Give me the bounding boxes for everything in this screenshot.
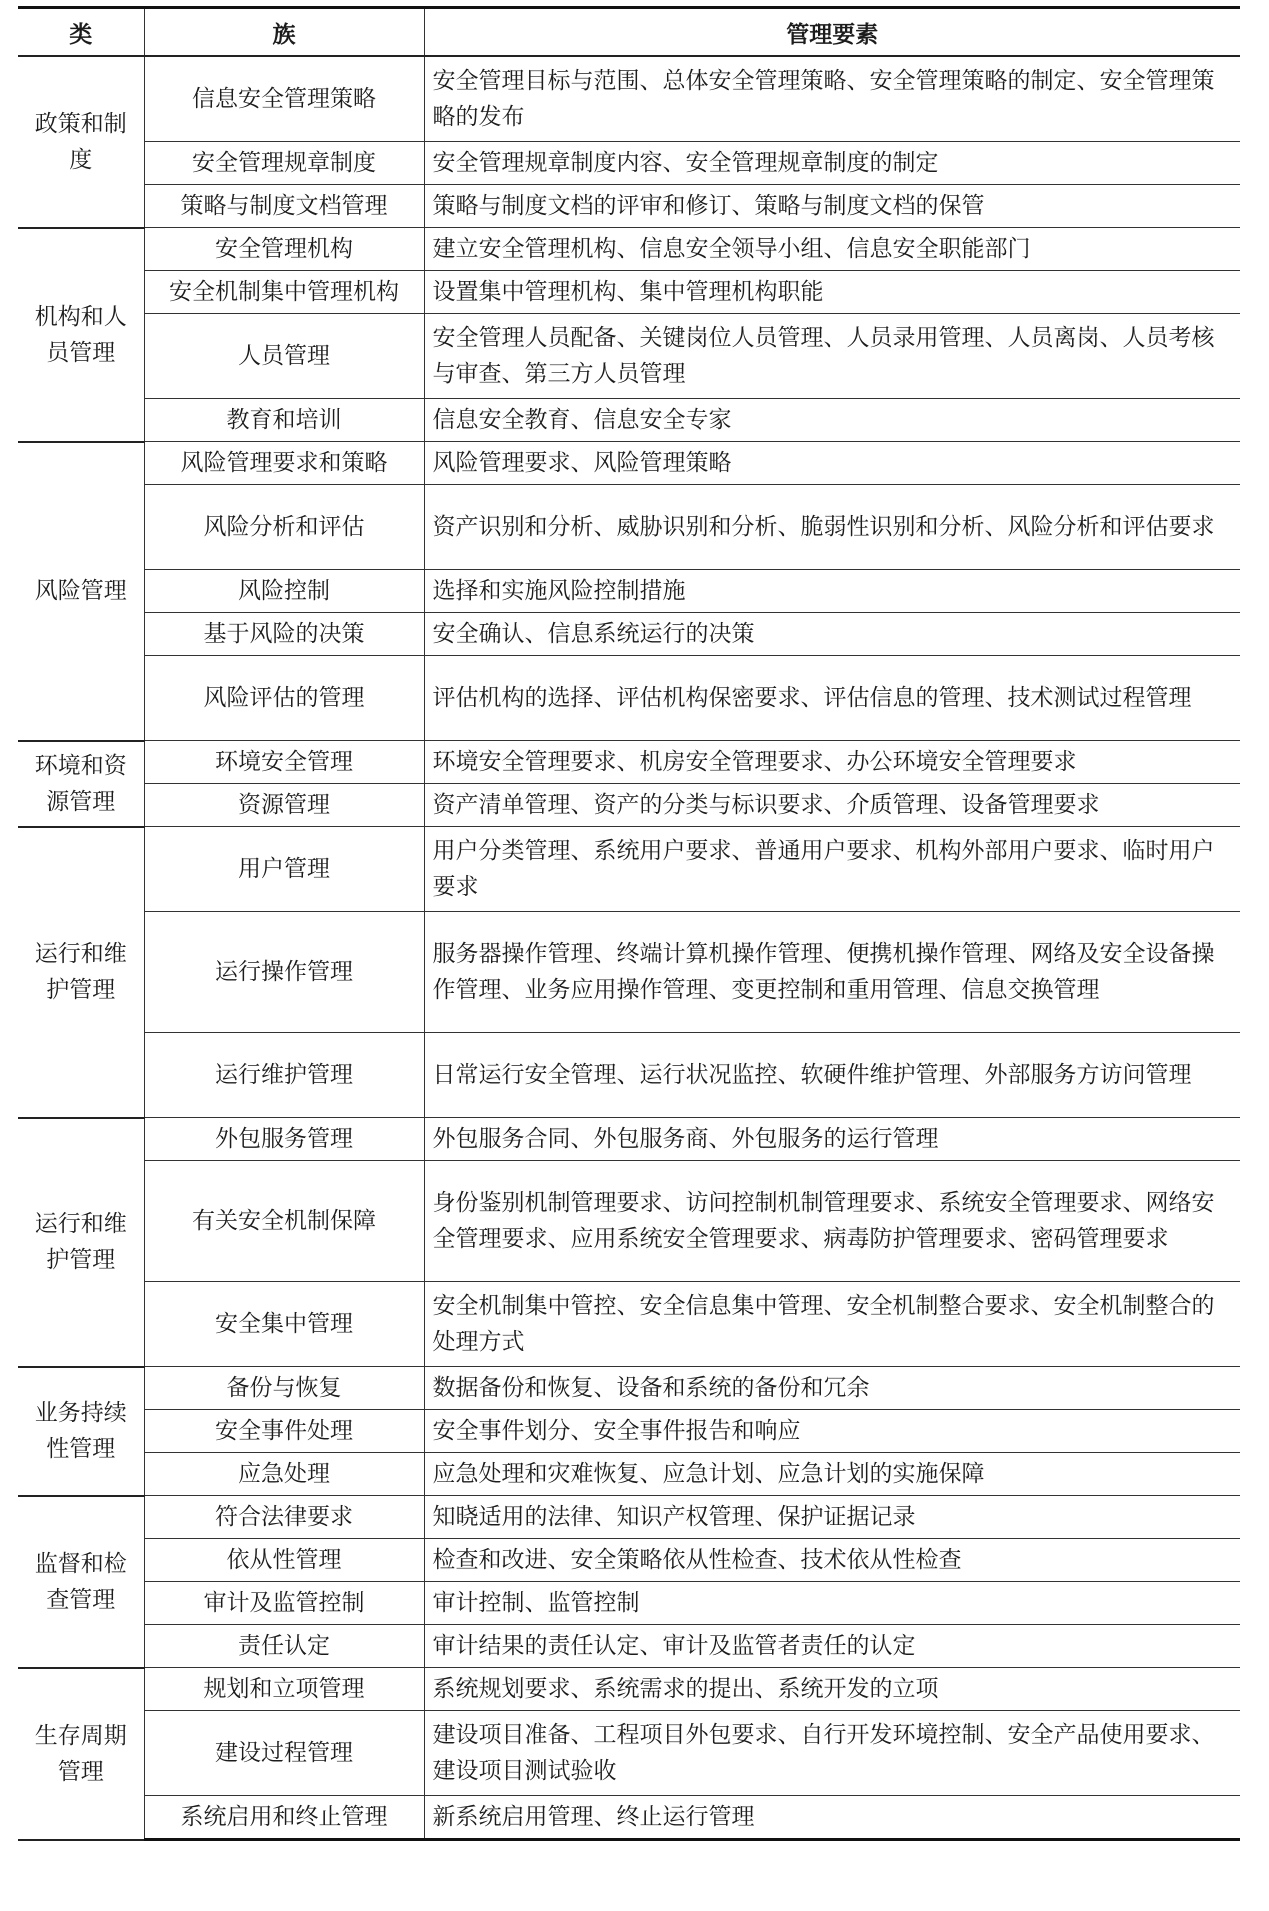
- category-cell: 监督和检查管理: [18, 1496, 144, 1668]
- table-row: [18, 613, 1240, 656]
- family-cell: 运行操作管理: [144, 912, 424, 1033]
- family-cell: 符合法律要求: [144, 1496, 424, 1539]
- family-cell: 安全管理规章制度: [144, 142, 424, 185]
- table-header: [18, 8, 1240, 57]
- category-cell: 环境和资源管理: [18, 741, 144, 827]
- family-cell: 依从性管理: [144, 1539, 424, 1582]
- table-row: [18, 142, 1240, 185]
- category-cell: 运行和维护管理: [18, 1118, 144, 1367]
- table-row: [18, 570, 1240, 613]
- elements-cell: 知晓适用的法律、知识产权管理、保护证据记录: [424, 1496, 1240, 1539]
- elements-cell: 服务器操作管理、终端计算机操作管理、便携机操作管理、网络及安全设备操作管理、业务应用操作管理、变更控制和重用管理、信息交换管理: [424, 912, 1240, 1033]
- table-row: [18, 228, 1240, 271]
- family-cell: 安全机制集中管理机构: [144, 271, 424, 314]
- elements-cell: 数据备份和恢复、设备和系统的备份和冗余: [424, 1367, 1240, 1410]
- elements-cell: 新系统启用管理、终止运行管理: [424, 1796, 1240, 1840]
- family-cell: 备份与恢复: [144, 1367, 424, 1410]
- family-cell: 策略与制度文档管理: [144, 185, 424, 228]
- family-cell: 风险评估的管理: [144, 656, 424, 741]
- management-elements-table: [18, 6, 1240, 1841]
- table-row: [18, 485, 1240, 570]
- elements-cell: 身份鉴别机制管理要求、访问控制机制管理要求、系统安全管理要求、网络安全管理要求、应用系统安全管理要求、病毒防护管理要求、密码管理要求: [424, 1161, 1240, 1282]
- elements-cell: 安全管理规章制度内容、安全管理规章制度的制定: [424, 142, 1240, 185]
- family-cell: 教育和培训: [144, 399, 424, 442]
- elements-cell: 设置集中管理机构、集中管理机构职能: [424, 271, 1240, 314]
- elements-cell: 审计结果的责任认定、审计及监管者责任的认定: [424, 1625, 1240, 1668]
- elements-cell: 资产识别和分析、威胁识别和分析、脆弱性识别和分析、风险分析和评估要求: [424, 485, 1240, 570]
- table-row: [18, 1796, 1240, 1840]
- elements-cell: 应急处理和灾难恢复、应急计划、应急计划的实施保障: [424, 1453, 1240, 1496]
- category-cell: 生存周期管理: [18, 1668, 144, 1840]
- elements-cell: 安全事件划分、安全事件报告和响应: [424, 1410, 1240, 1453]
- family-cell: 人员管理: [144, 314, 424, 399]
- family-cell: 建设过程管理: [144, 1711, 424, 1796]
- family-cell: 风险分析和评估: [144, 485, 424, 570]
- elements-cell: 安全机制集中管控、安全信息集中管理、安全机制整合要求、安全机制整合的处理方式: [424, 1282, 1240, 1367]
- category-cell: 政策和制度: [18, 56, 144, 228]
- elements-cell: 建立安全管理机构、信息安全领导小组、信息安全职能部门: [424, 228, 1240, 271]
- category-cell: 风险管理: [18, 442, 144, 741]
- family-cell: 外包服务管理: [144, 1118, 424, 1161]
- family-cell: 用户管理: [144, 827, 424, 912]
- elements-cell: 检查和改进、安全策略依从性检查、技术依从性检查: [424, 1539, 1240, 1582]
- category-cell: 机构和人员管理: [18, 228, 144, 442]
- elements-cell: 建设项目准备、工程项目外包要求、自行开发环境控制、安全产品使用要求、建设项目测试验收: [424, 1711, 1240, 1796]
- family-cell: 信息安全管理策略: [144, 56, 424, 142]
- table-row: [18, 1668, 1240, 1711]
- elements-cell: 资产清单管理、资产的分类与标识要求、介质管理、设备管理要求: [424, 784, 1240, 827]
- table-row: [18, 1161, 1240, 1282]
- family-cell: 规划和立项管理: [144, 1668, 424, 1711]
- elements-cell: 安全管理人员配备、关键岗位人员管理、人员录用管理、人员离岗、人员考核与审查、第三方人员管理: [424, 314, 1240, 399]
- category-cell: 业务持续性管理: [18, 1367, 144, 1496]
- table-row: [18, 741, 1240, 784]
- elements-cell: 信息安全教育、信息安全专家: [424, 399, 1240, 442]
- table-row: [18, 1453, 1240, 1496]
- family-cell: 审计及监管控制: [144, 1582, 424, 1625]
- family-cell: 应急处理: [144, 1453, 424, 1496]
- table-row: [18, 1410, 1240, 1453]
- family-cell: 安全管理机构: [144, 228, 424, 271]
- family-cell: 运行维护管理: [144, 1033, 424, 1118]
- table-row: [18, 185, 1240, 228]
- header-family: 族: [144, 8, 424, 57]
- table-row: [18, 271, 1240, 314]
- table-row: [18, 1582, 1240, 1625]
- elements-cell: 系统规划要求、系统需求的提出、系统开发的立项: [424, 1668, 1240, 1711]
- elements-cell: 评估机构的选择、评估机构保密要求、评估信息的管理、技术测试过程管理: [424, 656, 1240, 741]
- table-row: [18, 56, 1240, 142]
- family-cell: 资源管理: [144, 784, 424, 827]
- management-elements-document: [18, 6, 1240, 1841]
- family-cell: 安全事件处理: [144, 1410, 424, 1453]
- family-cell: 有关安全机制保障: [144, 1161, 424, 1282]
- header-category: 类: [18, 8, 144, 57]
- table-row: [18, 1282, 1240, 1367]
- family-cell: 风险控制: [144, 570, 424, 613]
- elements-cell: 审计控制、监管控制: [424, 1582, 1240, 1625]
- elements-cell: 安全管理目标与范围、总体安全管理策略、安全管理策略的制定、安全管理策略的发布: [424, 56, 1240, 142]
- table-row: [18, 314, 1240, 399]
- family-cell: 基于风险的决策: [144, 613, 424, 656]
- header-elements: 管理要素: [424, 8, 1240, 57]
- table-row: [18, 399, 1240, 442]
- header-row: [18, 8, 1240, 57]
- table-row: [18, 784, 1240, 827]
- elements-cell: 用户分类管理、系统用户要求、普通用户要求、机构外部用户要求、临时用户要求: [424, 827, 1240, 912]
- table-row: [18, 1496, 1240, 1539]
- table-row: [18, 912, 1240, 1033]
- table-row: [18, 1367, 1240, 1410]
- elements-cell: 策略与制度文档的评审和修订、策略与制度文档的保管: [424, 185, 1240, 228]
- family-cell: 责任认定: [144, 1625, 424, 1668]
- elements-cell: 环境安全管理要求、机房安全管理要求、办公环境安全管理要求: [424, 741, 1240, 784]
- table-row: [18, 1118, 1240, 1161]
- elements-cell: 日常运行安全管理、运行状况监控、软硬件维护管理、外部服务方访问管理: [424, 1033, 1240, 1118]
- table-row: [18, 1539, 1240, 1582]
- table-row: [18, 1625, 1240, 1668]
- table-row: [18, 656, 1240, 741]
- elements-cell: 选择和实施风险控制措施: [424, 570, 1240, 613]
- family-cell: 环境安全管理: [144, 741, 424, 784]
- elements-cell: 风险管理要求、风险管理策略: [424, 442, 1240, 485]
- table-row: [18, 442, 1240, 485]
- elements-cell: 安全确认、信息系统运行的决策: [424, 613, 1240, 656]
- family-cell: 安全集中管理: [144, 1282, 424, 1367]
- category-cell: 运行和维护管理: [18, 827, 144, 1118]
- family-cell: 风险管理要求和策略: [144, 442, 424, 485]
- family-cell: 系统启用和终止管理: [144, 1796, 424, 1840]
- table-row: [18, 1033, 1240, 1118]
- table-row: [18, 827, 1240, 912]
- elements-cell: 外包服务合同、外包服务商、外包服务的运行管理: [424, 1118, 1240, 1161]
- table-row: [18, 1711, 1240, 1796]
- table-body: [18, 56, 1240, 1840]
